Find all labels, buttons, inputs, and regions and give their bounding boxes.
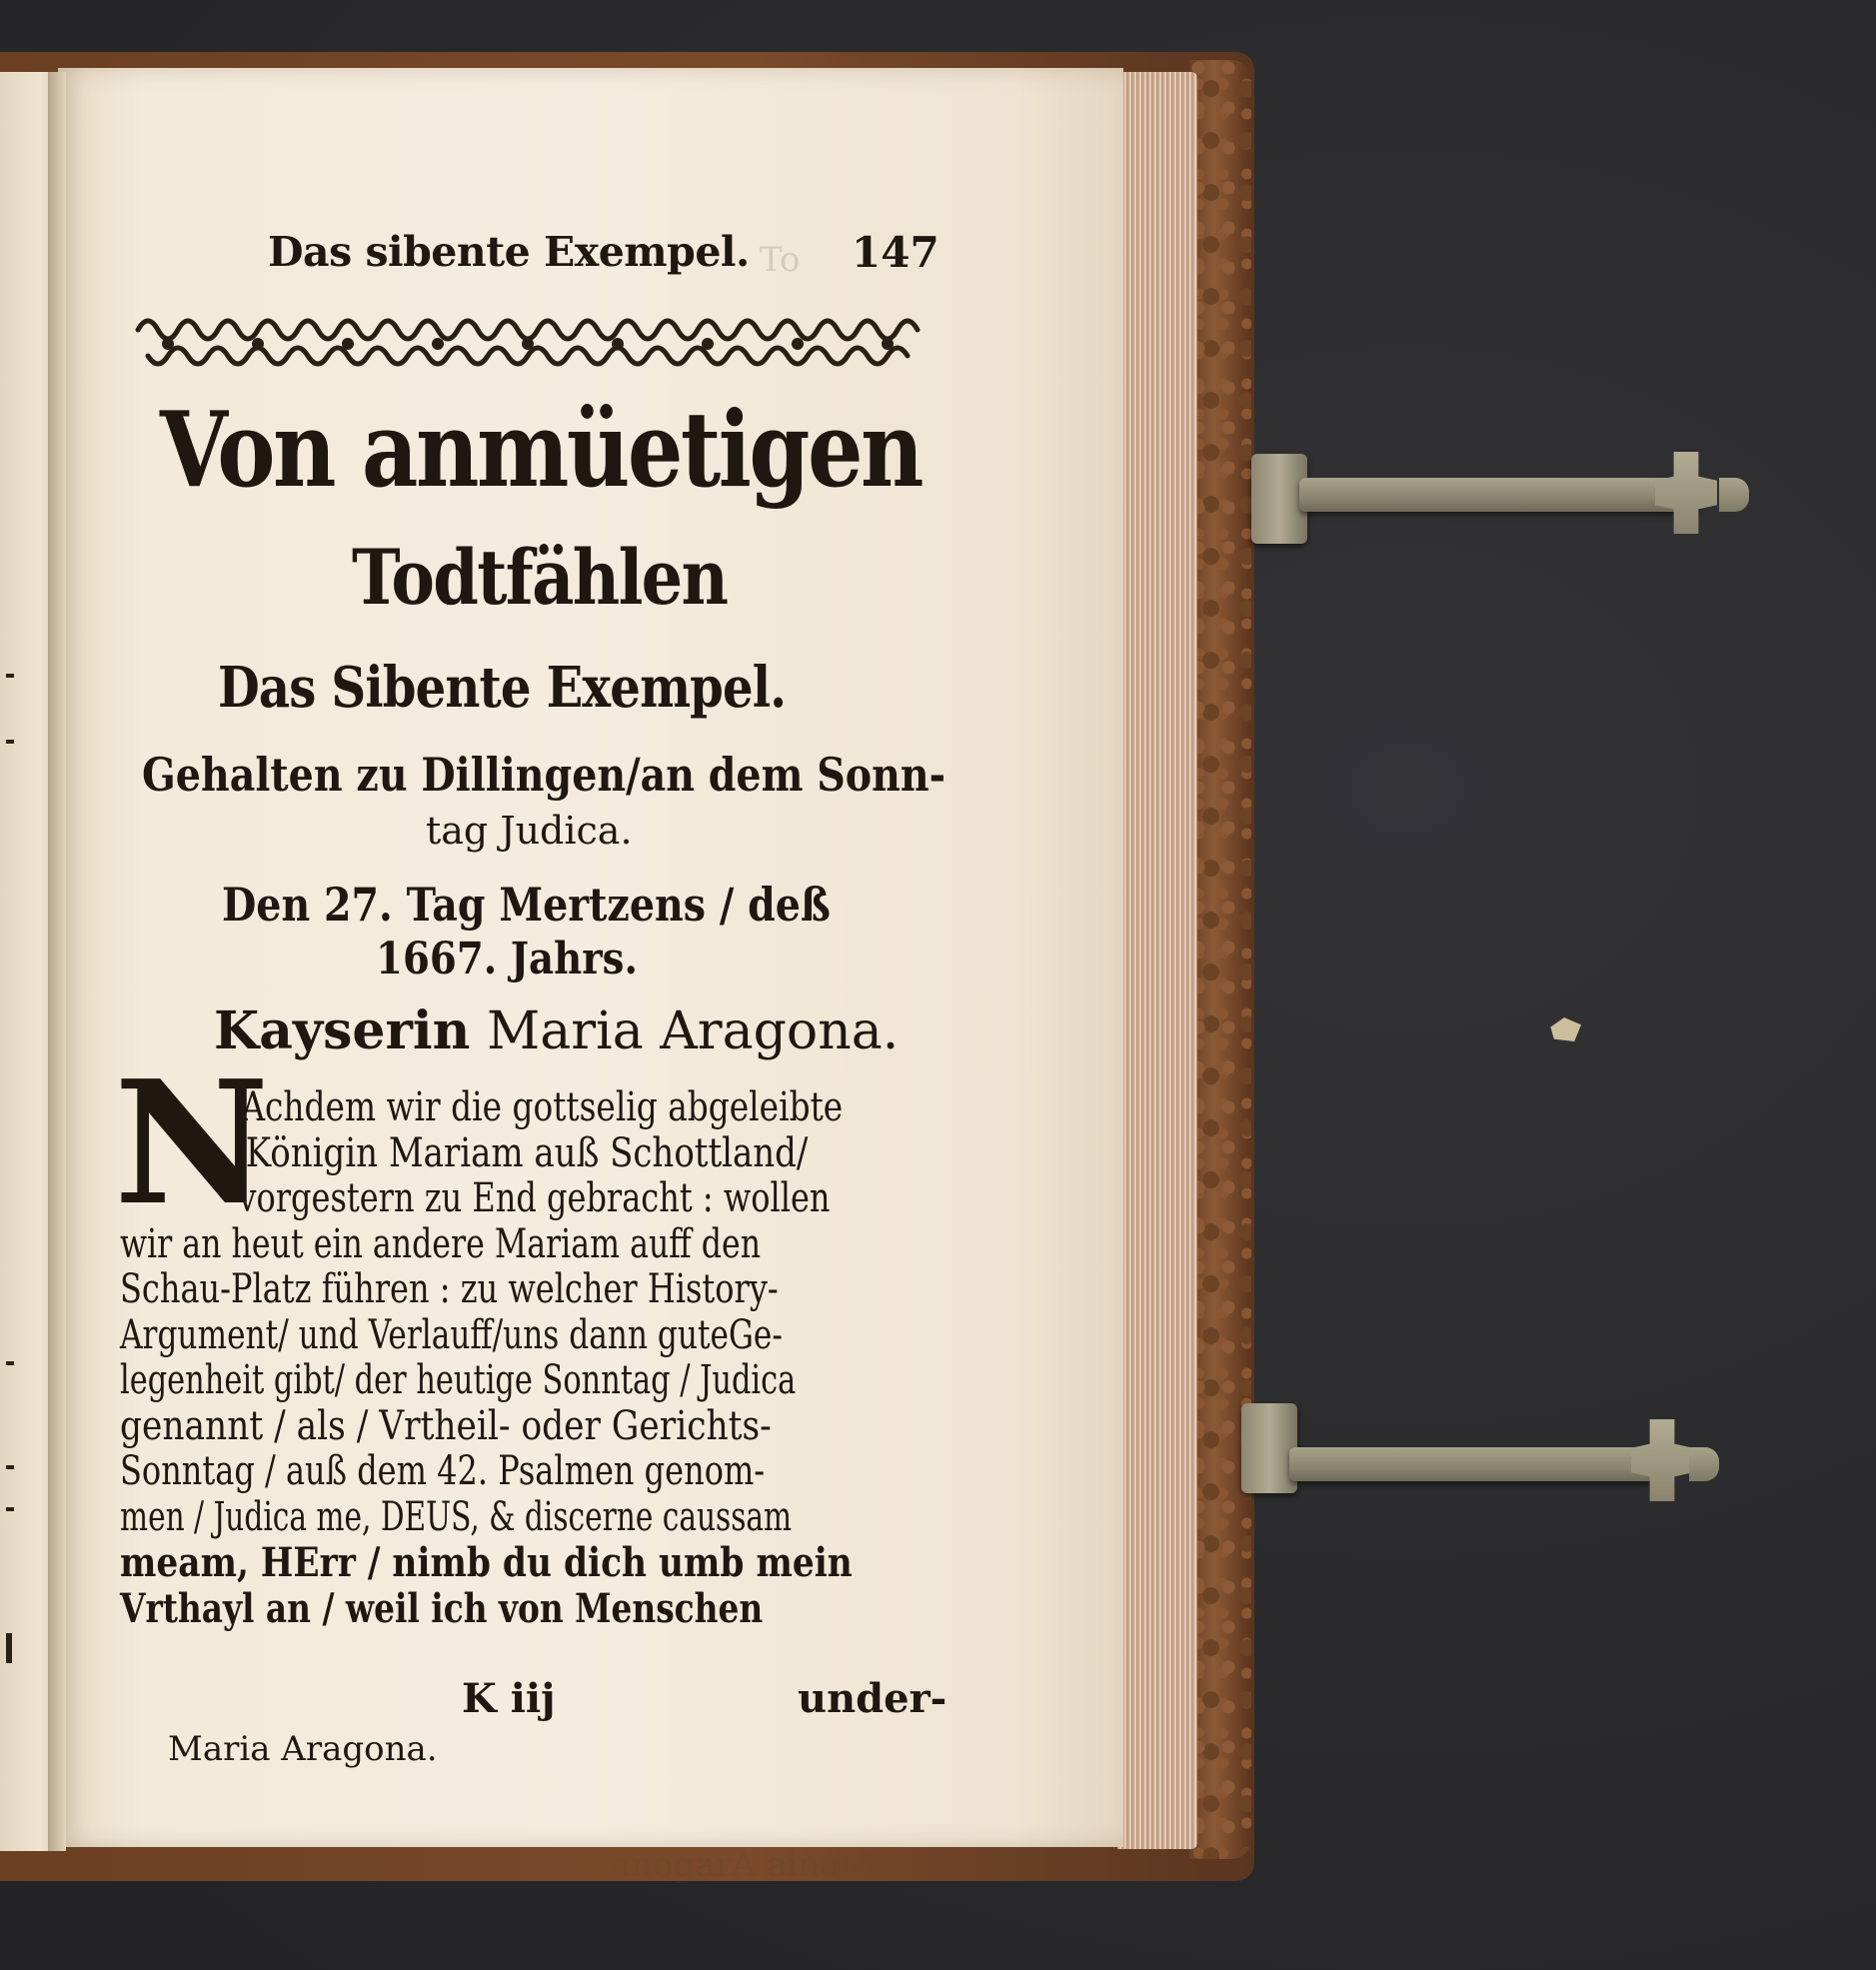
- date-line-1: Den 27. Tag Mertzens / deß: [222, 878, 831, 932]
- page-mark: [6, 740, 14, 744]
- page-gutter: [48, 72, 66, 1851]
- show-through-text: .anogarA ainaM: [600, 1845, 876, 1885]
- page-mark: [6, 1507, 14, 1511]
- title-line-1: Von anmüetigen: [160, 388, 923, 511]
- title-line-2: Todtfählen: [352, 533, 728, 622]
- clasp-bar-lower: [1289, 1447, 1667, 1481]
- body-line: Achdem wir die gottselig abgeleibte: [241, 1084, 844, 1130]
- clasp-tip-upper: [1719, 478, 1749, 512]
- person-heading-name: Maria Aragona.: [486, 1001, 900, 1061]
- page-mark: [6, 1633, 12, 1663]
- catchword: under-: [798, 1675, 947, 1722]
- book-spine-edge: [1189, 60, 1251, 1859]
- running-head: Das sibente Exempel.: [268, 228, 750, 276]
- marginal-note: Maria Aragona.: [168, 1729, 438, 1769]
- signature-mark: K iij: [462, 1675, 556, 1722]
- person-heading-prefix: Kayserin: [214, 1000, 471, 1061]
- body-line: vorgestern zu End gebracht : wollen: [238, 1175, 831, 1221]
- clasp-hinge-lower: [1241, 1403, 1297, 1493]
- body-line: men / Judica me, DEUS, & discerne caussam: [120, 1493, 793, 1540]
- clasp-tip-lower: [1689, 1447, 1719, 1481]
- body-line: Argument/ und Verlauff/uns dann guteGe-: [120, 1311, 783, 1358]
- person-heading: [214, 1000, 900, 1061]
- occasion-line-1: Gehalten zu Dillingen/an dem Sonn-: [142, 748, 946, 802]
- page-fore-edge: [1117, 72, 1197, 1849]
- date-line-2: 1667. Jahrs.: [376, 934, 638, 985]
- body-line: Königin Mariam auß Schottland/: [245, 1129, 809, 1176]
- page-mark: [6, 674, 14, 678]
- page-mark: [6, 1465, 14, 1469]
- body-line: legenheit gibt/ der heutige Sonntag / Judica: [120, 1357, 797, 1403]
- clasp-bar-upper: [1299, 478, 1699, 512]
- subtitle: Das Sibente Exempel.: [218, 655, 787, 721]
- body-line: Vrthayl an / weil ich von Menschen: [120, 1584, 764, 1632]
- body-line: Sonntag / auß dem 42. Psalmen genom-: [120, 1448, 766, 1494]
- previous-page-marks: [0, 72, 20, 1851]
- body-line: genannt / als / Vrtheil- oder Gerichts-: [120, 1402, 772, 1449]
- drop-cap-initial: N: [114, 1043, 270, 1243]
- page-number: 147: [852, 228, 939, 277]
- decorative-ornament-band: [128, 300, 938, 380]
- body-text: [120, 1085, 930, 1631]
- page-mark: [6, 1361, 14, 1365]
- body-line: Schau-Platz führen : zu welcher History-: [120, 1266, 779, 1312]
- occasion-line-2: tag Judica.: [426, 809, 633, 853]
- body-line: meam, HErr / nimb du dich umb mein: [120, 1539, 853, 1586]
- body-line: wir an heut ein andere Mariam auff den: [120, 1220, 762, 1267]
- show-through-text: To: [760, 240, 801, 280]
